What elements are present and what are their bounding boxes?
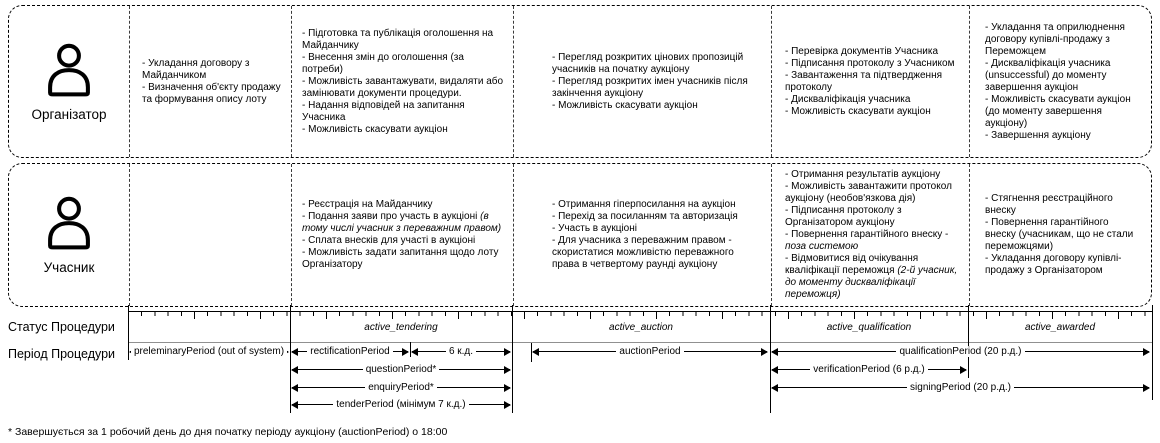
activity-item: - Для учасника з переважним правом - скористатися можливістю переважного права в четвертому раунді аукціону [552,235,734,270]
period-arrow: qualificationPeriod (20 р.д.) [771,345,1150,359]
actor-label: Учасник [43,260,95,275]
status-segment: active_auction [609,322,673,333]
activity-item: - Отримання гіперпосилання на аукціон [552,199,736,210]
activity-item: - Підготовка та публікація оголошення на Майданчику [302,27,494,51]
status-axis-label: Статус Процедури [8,320,115,334]
activity-item: - Надання відповідей на запитання Учасника [302,99,465,123]
activity-item: - Можливість скасувати аукціон [302,123,448,135]
status-segment: active_tendering [364,322,438,333]
period-arrow: preleminaryPeriod (out of system) [129,345,289,359]
actor-label: Організатор [31,106,107,122]
timeline-guide [512,305,513,413]
activity-item: - Перевірка документів Учасника [785,45,939,57]
timeline-ruler [128,311,1152,320]
period-arrow: verificationPeriod (6 р.д.) [771,363,967,377]
activity-item: - Можливість завантажувати, видаляти або замінювати документи процедури. [302,75,504,99]
footnote: * Завершується за 1 робочий день до дня початку періоду аукціону (auctionPeriod) о 18:00 [8,426,448,438]
activity-item: - Дискваліфікація учасника (unsuccessful) до моменту завершення аукціон [985,57,1111,93]
activity-item: - Перехід за посиланням та авторизація [552,211,738,222]
activity-item: - Укладання договору купівлі-продажу з Організатором [985,253,1122,276]
activity-item: - Реєстрація на Майданчику [302,199,433,210]
activity-item: - Визначення об'єкту продажу та формування опису лоту [142,81,281,105]
activity-item: - Дискваліфікація учасника [785,93,911,105]
activity-item: - Отримання результатів аукціону [785,169,941,180]
activity-item: - Стягнення реєстраційного внеску [985,193,1113,216]
activity-item: - Укладання та оприлюднення договору купівлі-продажу з Переможцем [985,21,1125,57]
period-arrow: signingPeriod (20 р.д.) [771,381,1150,395]
period-arrow: auctionPeriod [532,345,768,359]
activity-item: - Повернення гарантійного внеску - поза системою [785,229,949,252]
activity-item: - Участь в аукціоні [552,223,637,234]
period-arrow: questionPeriod* [291,363,511,377]
activity-item: - Сплата внесків для участі в аукціоні [302,235,476,246]
activity-item: - Подання заяви про участь в аукціоні (в тому числі учасник з переважним правом) [302,211,502,234]
period-arrow: 6 к.д. [411,345,511,359]
activity-item: - Можливість скасувати аукціон (до моменту завершення аукціону) [985,93,1131,129]
activity-item: - Підписання протоколу з Учасником [785,57,955,69]
status-period-divider [128,342,1152,343]
period-arrow: rectificationPeriod [291,345,409,359]
activity-item: - Завантаження та підтвердження протоколу [785,69,943,93]
activity-item: - Завершення аукціону [985,129,1091,141]
period-axis-label: Період Процедури [8,347,116,361]
period-arrow: tenderPeriod (мінімум 7 к.д.) [291,398,511,412]
timeline-guide [968,305,969,378]
activity-item: - Перегляд розкритих імен учасників після закінчення аукціону [552,75,748,99]
activity-item: - Повернення гарантійного внеску (учасникам, що не стали переможцями) [985,217,1134,252]
activity-item: - Можливість задати запитання щодо лоту Організатору [302,247,499,270]
timeline-guide [1152,305,1153,400]
activity-item: - Внесення змін до оголошення (за потреби) [302,51,464,75]
activity-item: - Перегляд розкритих цінових пропозицій учасників на початку аукціону [552,51,744,75]
status-segment: active_qualification [826,322,912,333]
activity-item: - Можливість скасувати аукціон [552,99,698,111]
activity-item: - Відмовитися від очікування кваліфікації переможця (2-й учасник, до моменту дискваліфікації переможця) [785,253,958,300]
status-segment: active_awarded [1024,322,1096,333]
activity-item: - Можливість завантажити протокол аукціону (необов'язкова дія) [785,181,952,204]
activity-item: - Підписання протоколу з Організатором аукціону [785,205,902,228]
activity-item: - Укладання договору з Майданчиком [142,57,250,81]
activity-item: - Можливість скасувати аукціон [785,105,931,117]
period-arrow: enquiryPeriod* [291,381,511,395]
timeline-guide [770,305,771,413]
